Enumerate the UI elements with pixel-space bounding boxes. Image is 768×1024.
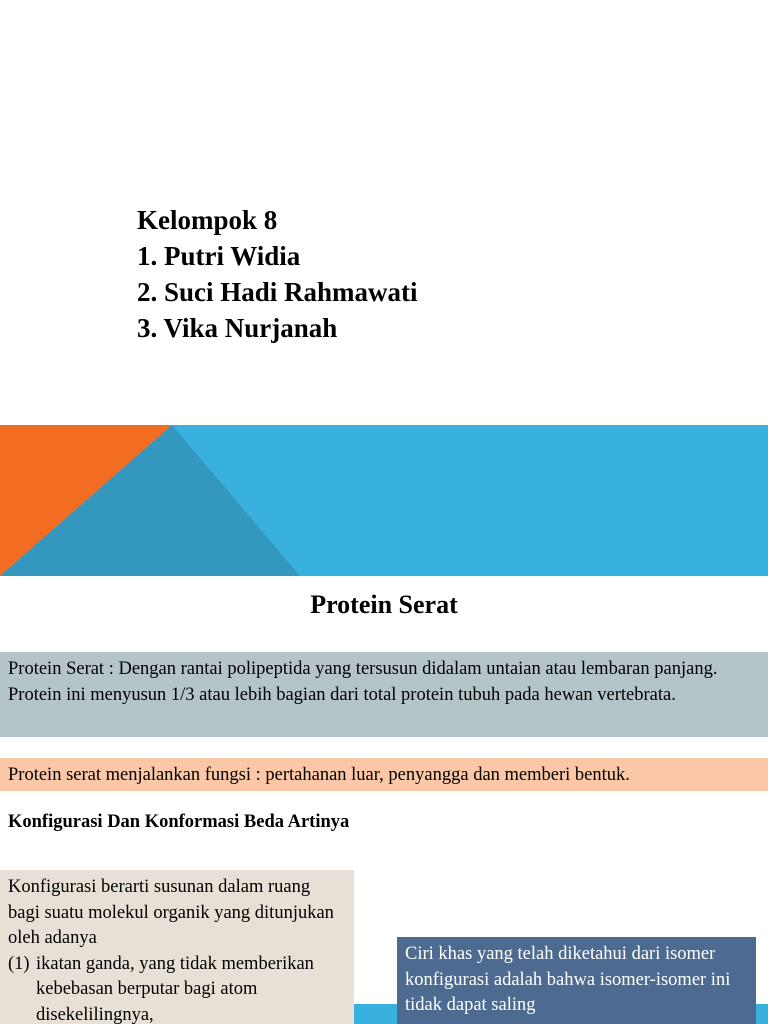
- list-item: [8, 952, 346, 1024]
- isomer-text: Ciri khas yang telah diketahui dari isomer konfigurasi adalah bahwa isomer-isomer ini tidak dapat saling: [405, 944, 731, 1015]
- subheading: Konfigurasi Dan Konformasi Beda Artinya: [8, 812, 350, 832]
- group-title: Kelompok 8: [137, 205, 278, 235]
- configuration-text: Konfigurasi berarti susunan dalam ruang bagi suatu molekul organik yang ditunjukan oleh adanya: [8, 877, 334, 948]
- slide-title: Protein Serat: [310, 590, 458, 619]
- list-item-text: ikatan ganda, yang tidak memberikan kebebasan berputar bagi atom disekelilingnya,: [36, 953, 314, 1024]
- slide-1: [0, 0, 768, 425]
- isomer-box: [397, 937, 756, 1024]
- member-1: 1. Putri Widia: [137, 241, 301, 271]
- banner-graphic: [0, 425, 768, 576]
- decorative-banner: [0, 425, 768, 576]
- configuration-box: [0, 870, 354, 1024]
- definition-box: [0, 652, 768, 737]
- member-2: 2. Suci Hadi Rahmawati: [137, 277, 418, 307]
- definition-text: Protein Serat : Dengan rantai polipeptida yang tersusun didalam untaian atau lembaran panjang. Protein ini menyusun 1/3 atau lebih bagian dari total protein tubuh pada hewan vertebrata.: [8, 659, 718, 705]
- list-item-number: (1): [8, 953, 30, 974]
- function-text: Protein serat menjalankan fungsi : pertahanan luar, penyangga dan memberi bentuk.: [8, 765, 630, 785]
- configuration-list: [8, 952, 346, 1024]
- function-box: [0, 758, 768, 791]
- member-3: 3. Vika Nurjanah: [137, 313, 338, 343]
- group-member-list: [137, 202, 418, 346]
